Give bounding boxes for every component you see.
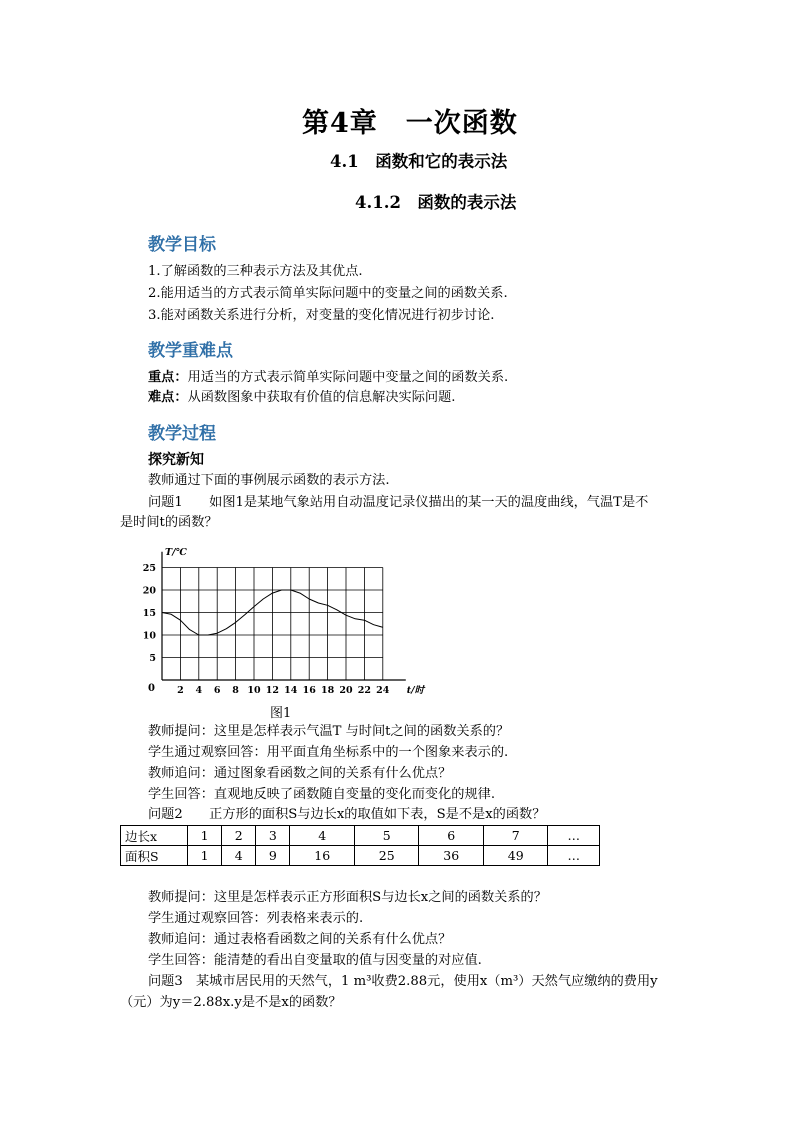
dialogue-line: 教师追问：通过图象看函数之间的关系有什么优点？ <box>148 766 452 781</box>
dialogue-line: 学生回答：直观地反映了函数随自变量的变化而变化的规律. <box>148 787 496 802</box>
question1-line1: 问题1 如图1是某地气象站用自动温度记录仪描出的某一天的温度曲线，气温T是不 <box>148 495 649 510</box>
table-header-cell: 面积S <box>121 846 188 866</box>
table-cell: 16 <box>290 846 355 866</box>
question2: 问题2 正方形的面积S与边长x的取值如下表，S是不是x的函数？ <box>148 807 546 822</box>
x-tick-label: 22 <box>357 685 372 696</box>
y-tick-label: 5 <box>149 653 156 664</box>
process-heading: 教学过程 <box>148 424 216 444</box>
table-header-cell: 边长x <box>121 826 188 846</box>
question1-line2: 是时间t的函数？ <box>120 515 218 530</box>
x-tick-label: 4 <box>195 685 203 696</box>
difficult-point-line <box>148 388 456 408</box>
x-tick-label: 14 <box>284 685 298 696</box>
table-row <box>121 846 600 866</box>
table-cell: 25 <box>354 846 419 866</box>
table-cell: 5 <box>354 826 419 846</box>
table-cell: 1 <box>188 826 222 846</box>
chapter-title: 第4章 一次函数 <box>302 108 518 139</box>
table-cell: 4 <box>222 846 256 866</box>
table-row <box>121 826 600 846</box>
y-axis-label: T/℃ <box>165 547 187 558</box>
y-tick-label: 10 <box>142 630 156 642</box>
dialogue-line: 教师提问：这里是怎样表示气温T 与时间t之间的函数关系的？ <box>148 724 510 739</box>
dialogue-line: 学生通过观察回答：列表格来表示的. <box>148 911 364 926</box>
x-axis-label: t/时 <box>406 685 425 696</box>
x-tick-label: 10 <box>247 685 261 696</box>
temperature-chart <box>140 538 440 698</box>
table-cell: 49 <box>483 846 548 866</box>
x-tick-label: 8 <box>232 685 239 696</box>
x-tick-label: 6 <box>213 685 221 696</box>
key-point-line <box>148 368 508 388</box>
table-cell: 1 <box>188 846 222 866</box>
dialogue-line: 学生回答：能清楚的看出自变量取的值与因变量的对应值. <box>148 953 482 968</box>
table-cell: 7 <box>483 826 548 846</box>
key-point-label: 重点： <box>148 370 188 385</box>
key-points-heading: 教学重难点 <box>148 341 233 361</box>
x-tick-label: 16 <box>302 685 316 696</box>
origin-label: 0 <box>148 683 155 694</box>
x-tick-label: 20 <box>339 685 353 696</box>
section-title: 4.1 函数和它的表示法 <box>330 152 508 171</box>
table-cell: 9 <box>256 846 290 866</box>
table-cell: 2 <box>222 826 256 846</box>
objective-item: 2.能用适当的方式表示简单实际问题中的变量之间的函数关系. <box>148 286 508 301</box>
x-tick-label: 12 <box>265 685 280 696</box>
explore-subheading: 探究新知 <box>148 452 204 468</box>
difficult-point-text: 从函数图象中获取有价值的信息解决实际问题. <box>187 390 456 405</box>
objectives-heading: 教学目标 <box>148 235 216 255</box>
y-tick-label: 25 <box>142 563 156 574</box>
subsection-title: 4.1.2 函数的表示法 <box>355 193 517 212</box>
question3-line2: （元）为y＝2.88x.y是不是x的函数？ <box>120 995 342 1010</box>
square-area-table <box>120 825 600 866</box>
table-cell: 6 <box>419 826 484 846</box>
x-tick-label: 2 <box>177 685 184 696</box>
table-cell: … <box>548 846 600 866</box>
difficult-point-label: 难点： <box>148 390 188 405</box>
y-tick-label: 20 <box>142 585 156 597</box>
dialogue-line: 学生通过观察回答：用平面直角坐标系中的一个图象来表示的. <box>148 745 509 760</box>
x-tick-label: 24 <box>376 685 390 696</box>
dialogue-line: 教师追问：通过表格看函数之间的关系有什么优点？ <box>148 932 452 947</box>
objective-item: 1.了解函数的三种表示方法及其优点. <box>148 264 363 279</box>
key-point-text: 用适当的方式表示简单实际问题中变量之间的函数关系. <box>187 370 509 385</box>
table-cell: 3 <box>256 826 290 846</box>
y-tick-label: 15 <box>142 608 156 619</box>
table-cell: 36 <box>419 846 484 866</box>
chart-grid <box>162 568 383 681</box>
table-cell: 4 <box>290 826 355 846</box>
figure-caption: 图1 <box>270 706 292 721</box>
table-cell: … <box>548 826 600 846</box>
x-tick-label: 18 <box>320 685 335 696</box>
objective-item: 3.能对函数关系进行分析，对变量的变化情况进行初步讨论. <box>148 308 495 323</box>
dialogue-line: 教师提问：这里是怎样表示正方形面积S与边长x之间的函数关系的？ <box>148 890 547 905</box>
question3-line1: 问题3 某城市居民用的天然气，1 m³收费2.88元，使用x（m³）天然气应缴纳的费用y <box>148 974 658 989</box>
process-intro: 教师通过下面的事例展示函数的表示方法. <box>148 473 390 488</box>
